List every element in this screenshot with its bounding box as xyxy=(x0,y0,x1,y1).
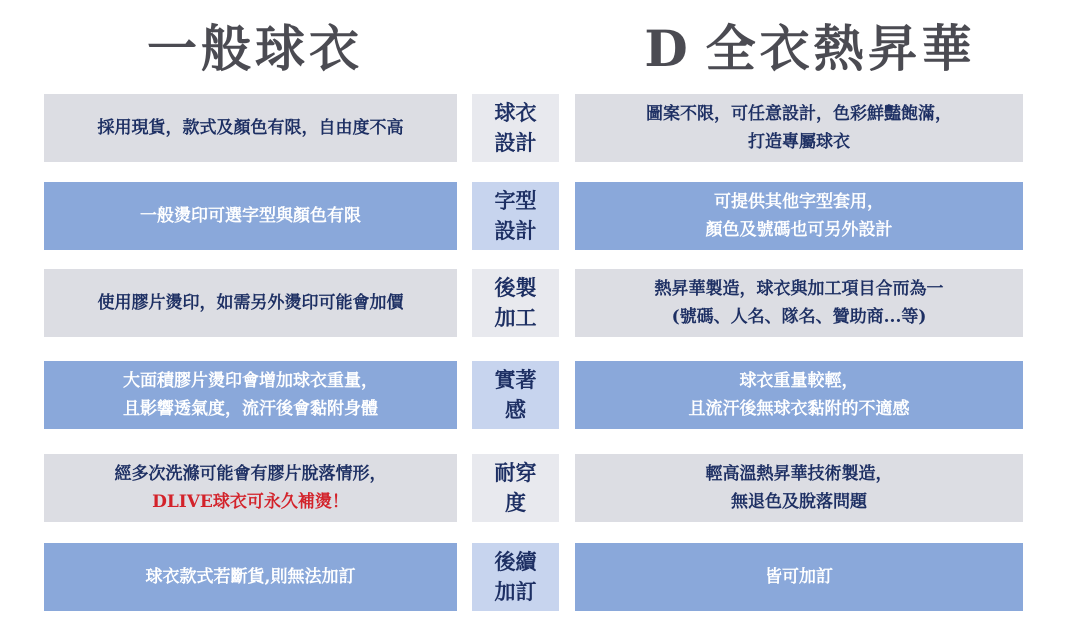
cell-text: 無退色及脫落問題 xyxy=(731,492,867,512)
cell-text: 採用現貨，款式及顏色有限，自由度不高 xyxy=(97,118,404,138)
category-label-reorder xyxy=(472,543,559,611)
label-line: 設計 xyxy=(494,218,537,243)
label-line: 球衣 xyxy=(494,100,537,125)
general-font-cell xyxy=(44,182,457,250)
cell-text: 打造專屬球衣 xyxy=(748,132,850,152)
cell-text: (號碼、人名、隊名、贊助商...等) xyxy=(671,307,927,327)
general-processing-cell xyxy=(44,269,457,337)
general-feel-cell xyxy=(44,361,457,429)
cell-text: 一般燙印可選字型與顏色有限 xyxy=(140,206,361,226)
general-durability-cell xyxy=(44,454,457,522)
cell-text: 球衣款式若斷貨,則無法加訂 xyxy=(145,567,356,587)
label-line: 加訂 xyxy=(494,579,537,604)
label-line: 字型 xyxy=(494,188,537,213)
label-line: 後製 xyxy=(494,275,537,300)
dlive-logo-icon: D xyxy=(644,19,692,78)
comparison-row-post-processing xyxy=(0,269,1070,337)
label-line: 感 xyxy=(505,397,526,422)
comparison-row-font xyxy=(0,182,1070,250)
sublimation-design-cell xyxy=(575,94,1023,162)
label-line: 設計 xyxy=(494,130,537,155)
comparison-row-reorder xyxy=(0,543,1070,611)
cell-text: 輕高溫熱昇華技術製造， xyxy=(705,464,893,484)
comparison-row-durability xyxy=(0,454,1070,522)
label-line: 實著 xyxy=(494,367,537,392)
general-design-cell xyxy=(44,94,457,162)
general-jersey-title: 一般球衣 xyxy=(147,19,363,78)
comparison-row-wearing-feel xyxy=(0,361,1070,429)
full-sublimation-title-text: 全衣熱昇華 xyxy=(705,19,976,78)
full-sublimation-title xyxy=(640,18,980,80)
cell-text: 且流汗後無球衣黏附的不適感 xyxy=(688,399,910,419)
cell-text: 經多次洗滌可能會有膠片脫落情形， xyxy=(114,464,387,484)
label-line: 後續 xyxy=(494,549,537,574)
sublimation-feel-cell xyxy=(575,361,1023,429)
category-label-feel xyxy=(472,361,559,429)
cell-text: 球衣重量較輕， xyxy=(739,371,859,391)
cell-text: 皆可加訂 xyxy=(765,567,833,587)
category-label-processing xyxy=(472,269,559,337)
cell-text: 熱昇華製造，球衣與加工項目合而為一 xyxy=(654,279,944,299)
comparison-row-design xyxy=(0,94,1070,162)
cell-text: 圖案不限，可任意設計，色彩鮮豔飽滿， xyxy=(646,104,952,124)
highlight-text: DLIVE球衣可永久補燙！ xyxy=(152,492,349,512)
label-line: 耐穿 xyxy=(494,460,537,485)
sublimation-reorder-cell xyxy=(575,543,1023,611)
label-line: 加工 xyxy=(494,305,537,330)
sublimation-processing-cell xyxy=(575,269,1023,337)
category-label-design xyxy=(472,94,559,162)
cell-text: 使用膠片燙印，如需另外燙印可能會加價 xyxy=(97,293,404,313)
cell-text: 可提供其他字型套用， xyxy=(714,192,884,212)
general-reorder-cell xyxy=(44,543,457,611)
sublimation-font-cell xyxy=(575,182,1023,250)
label-line: 度 xyxy=(505,490,526,515)
sublimation-durability-cell xyxy=(575,454,1023,522)
cell-text: 顏色及號碼也可另外設計 xyxy=(705,220,893,240)
cell-text: 大面積膠片燙印會增加球衣重量， xyxy=(123,371,378,391)
category-label-font xyxy=(472,182,559,250)
category-label-durability xyxy=(472,454,559,522)
cell-text: 且影響透氣度，流汗後會黏附身體 xyxy=(123,399,378,419)
